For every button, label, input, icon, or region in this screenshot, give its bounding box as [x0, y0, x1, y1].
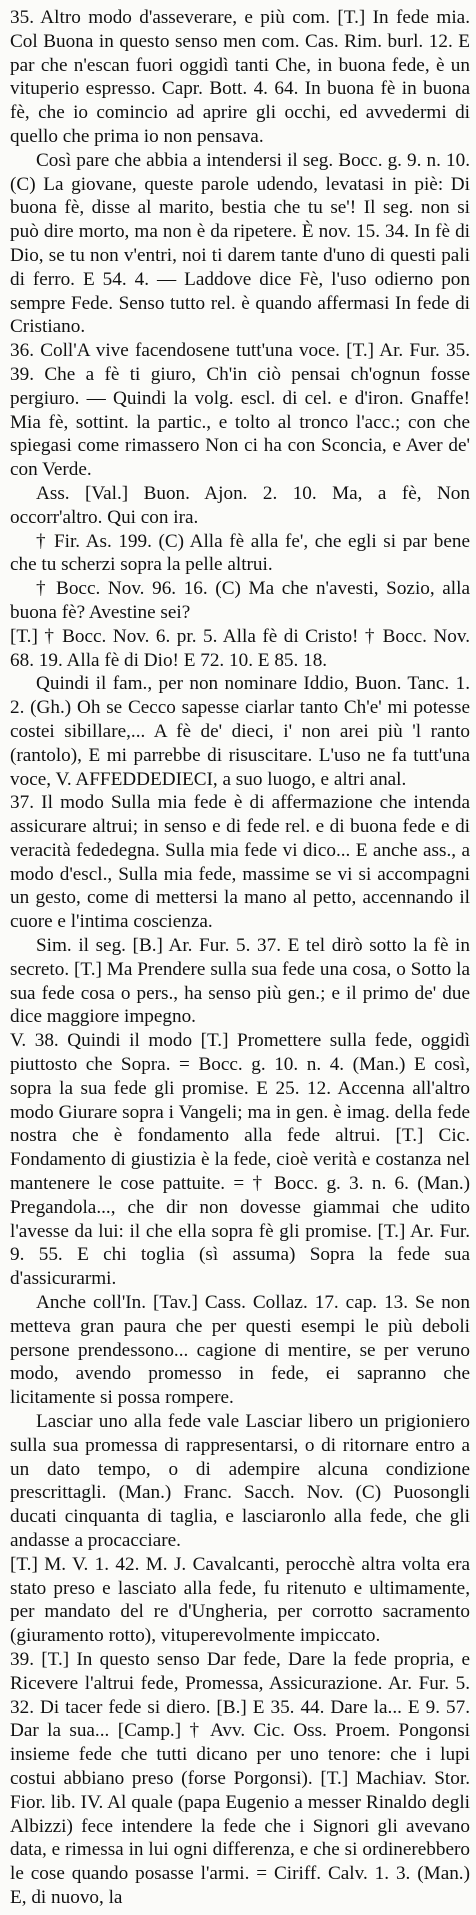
- entry-37-sim: Sim. il seg. [B.] Ar. Fur. 5. 37. E tel dirò sotto la fè in secreto. [T.] Ma Prendere sulla sua fede una cosa, o Sotto la sua fede cosa o pers., ha senso più gen.; e il primo de' due dice maggiore impegno.: [10, 935, 470, 1028]
- entry-36-fir: † Fir. As. 199. (C) Alla fè alla fe', che egli si par bene che tu scherzi sopra la pelle altrui.: [10, 530, 470, 576]
- entry-36-fam: Quindi il fam., per non nominare Iddio, Buon. Tanc. 1. 2. (Gh.) Oh se Cecco sapesse ciarlar tanto Ch'e' mi potesse costei sibillare,... A fè de' dieci, i' non arei più 'l ranto (rantolo), E mi parrebbe di risuscitare. L'uso ne fa tutt'una voce, V. AFFEDDEDIECI, a suo luogo, e altri anal.: [10, 673, 470, 790]
- entry-39: 39. [T.] In questo senso Dar fede, Dare la fede propria, e Ricevere l'altrui fede, Promessa, Assicurazione. Ar. Fur. 5. 32. Di tacer fede si diero. [B.] E 35. 44. Dare la... E 9. 57. Dar la sua... [Camp.] † Avv. Cic. Oss. Proem. Pongonsi insieme fede che tutti dicano per uno tenore: che i lupi costui abbiano preso (forse Porgonsi). [T.] Machiav. Stor. Fior. lib. IV. Al quale (papa Eugenio a messer Rinaldo degli Albizzi) fece intendere la fede che i Signori gli avevano data, e rimessa in lui ogni differenza, e che si ordinerebbero le cose quando posasse l'armi. = Ciriff. Calv. 1. 3. (Man.) E, di nuovo, la: [10, 1648, 470, 1908]
- entry-38-lasciar: Lasciar uno alla fede vale Lasciar libero un prigioniero sulla sua promessa di rappresentarsi, o di ritornare entro a un dato tempo, o di adempire alcuna condizione prescrittagli. (Man.) Franc. Sacch. Nov. (C) Puosongli ducati cinquanta di taglia, e lasciaronlo alla fede, che gli andasse a procacciare.: [10, 1411, 470, 1551]
- entry-36: 36. Coll'A vive facendosene tutt'una voce. [T.] Ar. Fur. 35. 39. Che a fè ti giuro, Ch'in ciò pensai ch'ognun fosse pergiuro. — Quindi la volg. escl. di cel. e d'iron. Gnaffe! Mia fè, sottint. la partic., e tolto al tronco l'acc.; con che spiegasi come rimassero Non ci ha con Sconcia, e Aver de' con Verde.: [10, 340, 470, 481]
- entry-36-citations: [T.] † Bocc. Nov. 6. pr. 5. Alla fè di Cristo! † Bocc. Nov. 68. 19. Alla fè di Dio! E 72. 10. E 85. 18.: [10, 625, 470, 671]
- entry-36-ass: Ass. [Val.] Buon. Ajon. 2. 10. Ma, a fè, Non occorr'altro. Qui con ira.: [10, 482, 470, 528]
- entry-35-cont: Così pare che abbia a intendersi il seg. Bocc. g. 9. n. 10. (C) La giovane, queste parole udendo, levatasi in piè: Di buona fè, disse al marito, bestia che tu se'! Il seg. non si può dire morto, ma non è da ripetere. È nov. 15. 34. In fè di Dio, se tu non v'entri, noi ti darem tante d'uno di questi pali di ferro. E 54. 4. — Laddove dice Fè, l'uso odierno pon sempre Fede. Senso tutto rel. è quando affermasi In fede di Cristiano.: [10, 149, 470, 338]
- entry-36-bocc: † Bocc. Nov. 96. 16. (C) Ma che n'avesti, Sozio, alla buona fè? Avestine sei?: [10, 578, 470, 623]
- entry-38: V. 38. Quindi il modo [T.] Promettere sulla fede, oggidì piuttosto che Sopra. = Bocc. g. 10. n. 4. (Man.) E così, sopra la sua fede gli promise. E 25. 12. Accenna all'altro modo Giurare sopra i Vangeli; ma in gen. è imag. della fede nostra che è fondamento alla fede altrui. [T.] Cic. Fondamento di giustizia è la fede, cioè verità e costanza nel mantenere le cose pattuite. = † Bocc. g. 3. n. 6. (Man.) Pregandola..., che dir non dovesse giammai che udito l'avesse da lui: il che ella sopra fè gli promise. [T.] Ar. Fur. 9. 55. E chi toglia (sì assuma) Sopra la fede sua d'assicurarmi.: [10, 1030, 470, 1290]
- entry-37: 37. Il modo Sulla mia fede è di affermazione che intenda assicurare altrui; in senso e di fede rel. e di buona fede e di veracità fededegna. Sulla mia fede vi dico... E anche ass., a modo d'escl., Sulla mia fede, massime se vi si accompagni un gesto, come di mettersi la mano al petto, accennando il cuore e l'intima coscienza.: [10, 792, 470, 933]
- entry-38-in: Anche coll'In. [Tav.] Cass. Collaz. 17. cap. 13. Se non metteva gran paura che per questi esempi le più deboli persone prendessono... cagione di mentire, se per veruno modo, avendo promesso in fede, ei sapranno che licitamente si possa rompere.: [10, 1292, 470, 1409]
- entry-38-mv: [T.] M. V. 1. 42. M. J. Cavalcanti, perocchè altra volta era stato preso e lasciato alla fede, fu ritenuto e ultimamente, per mandato del re d'Ungheria, per corrotto sacramento (giuramento rotto), vituperevolmente impiccato.: [10, 1553, 470, 1647]
- entry-35: 35. Altro modo d'asseverare, e più com. [T.] In fede mia. Col Buona in questo senso men com. Cas. Rim. burl. 12. E par che n'escan fuori oggidì tanti Che, in buona fede, è un vituperio espresso. Capr. Bott. 4. 64. In buona fè in buona fè, che io comincio ad aprire gli occhi, ed avvedermi di quello che prima io non pensava.: [10, 7, 470, 147]
